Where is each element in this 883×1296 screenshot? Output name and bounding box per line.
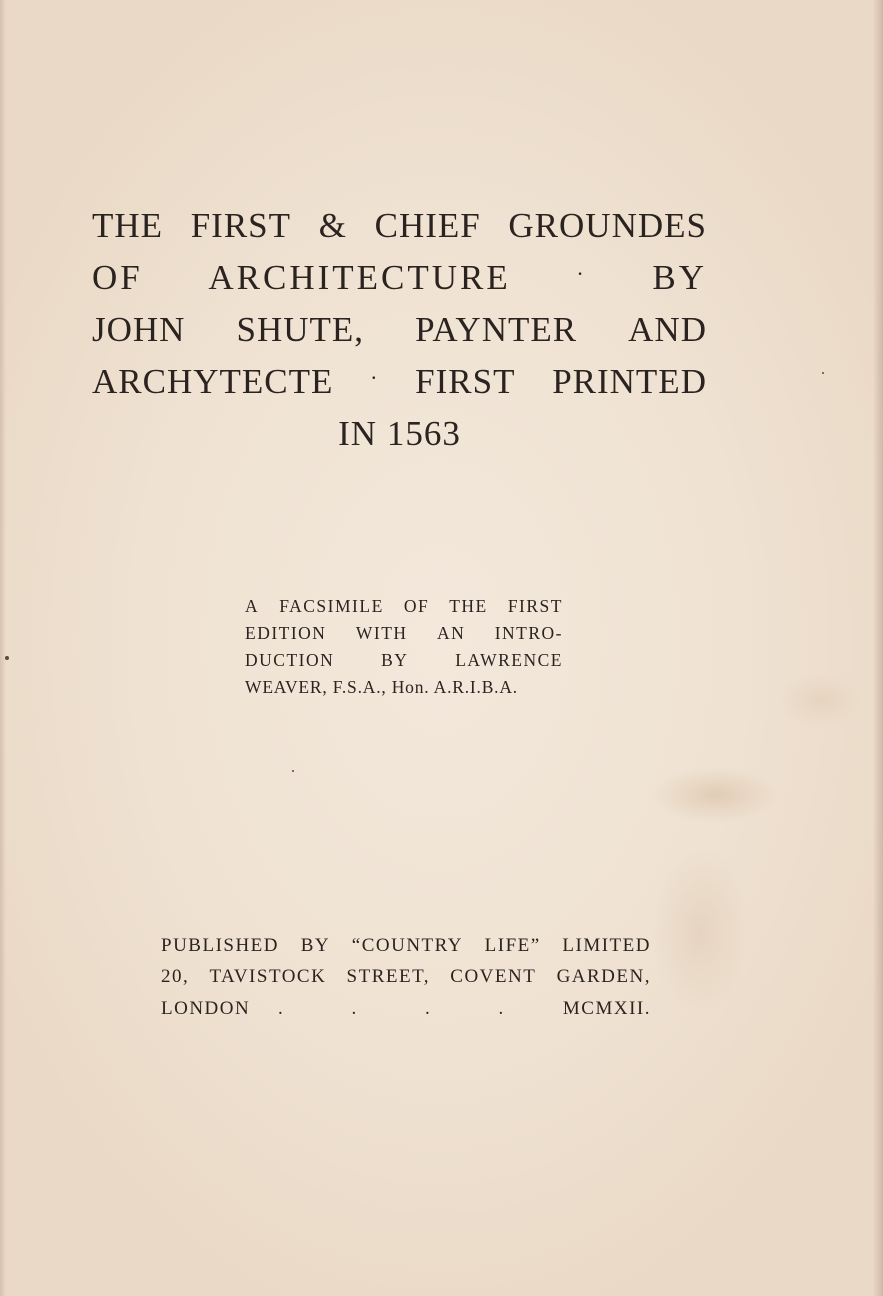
paper-speck xyxy=(5,656,9,660)
title-word: JOHN xyxy=(92,310,186,349)
imprint-word: LIMITED xyxy=(562,935,651,956)
subtitle-line-4 xyxy=(245,676,563,698)
imprint-word: TAVISTOCK xyxy=(209,966,327,987)
subtitle-word: A xyxy=(245,596,260,616)
title-word: THE xyxy=(92,206,164,245)
subtitle-word: FACSIMILE xyxy=(279,596,384,616)
imprint-line-1 xyxy=(161,934,651,958)
title-word: GROUNDES xyxy=(508,206,707,245)
title-word: PRINTED xyxy=(552,362,707,401)
title-word: FIRST xyxy=(190,206,292,245)
subtitle-author-credentials: WEAVER, F.S.A., Hon. A.R.I.B.A. xyxy=(245,677,518,697)
imprint-line-2 xyxy=(161,965,651,989)
subtitle-word: DUCTION xyxy=(245,650,335,670)
page-left-edge xyxy=(0,0,6,1296)
title-line-3 xyxy=(92,309,707,351)
title-word: ARCHITECTURE xyxy=(208,258,511,297)
imprint-word: GARDEN, xyxy=(556,966,651,987)
subtitle-word: AN xyxy=(436,623,466,643)
title-word: SHUTE, xyxy=(236,310,365,349)
page-right-edge xyxy=(873,0,883,1296)
dot-leader: . . . . xyxy=(277,998,536,1019)
subtitle-line-1 xyxy=(245,595,563,617)
subtitle-line-3 xyxy=(245,649,563,671)
subtitle-word: EDITION xyxy=(245,623,327,643)
title-line-5 xyxy=(92,413,707,455)
imprint-word: COVENT xyxy=(450,966,537,987)
imprint-city: LONDON xyxy=(161,998,251,1019)
title-word: CHIEF xyxy=(374,206,481,245)
title-line-4 xyxy=(92,361,707,403)
imprint-word: “COUNTRY xyxy=(351,935,463,956)
subtitle-word: FIRST xyxy=(507,596,563,616)
title-word: PAYNTER xyxy=(415,310,578,349)
subtitle-line-2 xyxy=(245,622,563,644)
subtitle-word: WITH xyxy=(355,623,408,643)
title-line-1 xyxy=(92,205,707,247)
title-word: ARCHYTECTE xyxy=(92,362,334,401)
imprint-word: STREET, xyxy=(346,966,431,987)
subtitle-word: THE xyxy=(449,596,488,616)
paper-speck xyxy=(292,770,294,772)
title-word: FIRST xyxy=(415,362,516,401)
imprint-word: LIFE” xyxy=(484,935,541,956)
imprint-word: PUBLISHED xyxy=(161,935,280,956)
title-date: IN 1563 xyxy=(338,414,461,453)
middle-dot-separator: · xyxy=(576,261,587,286)
title-word: AND xyxy=(628,310,707,349)
title-word: OF xyxy=(92,258,143,297)
imprint-line-3 xyxy=(161,997,651,1021)
subtitle-word: INTRO- xyxy=(494,623,563,643)
imprint-word: BY xyxy=(300,935,331,956)
imprint-year: MCMXII. xyxy=(562,998,651,1019)
title-word: BY xyxy=(652,258,707,297)
subtitle-word: OF xyxy=(403,596,430,616)
imprint-word: 20, xyxy=(161,966,190,987)
title-word: & xyxy=(318,206,347,245)
subtitle-word: BY xyxy=(381,650,409,670)
middle-dot-separator: · xyxy=(370,365,379,390)
subtitle-word: LAWRENCE xyxy=(455,650,563,670)
title-line-2 xyxy=(92,257,707,299)
paper-speck xyxy=(822,372,824,374)
